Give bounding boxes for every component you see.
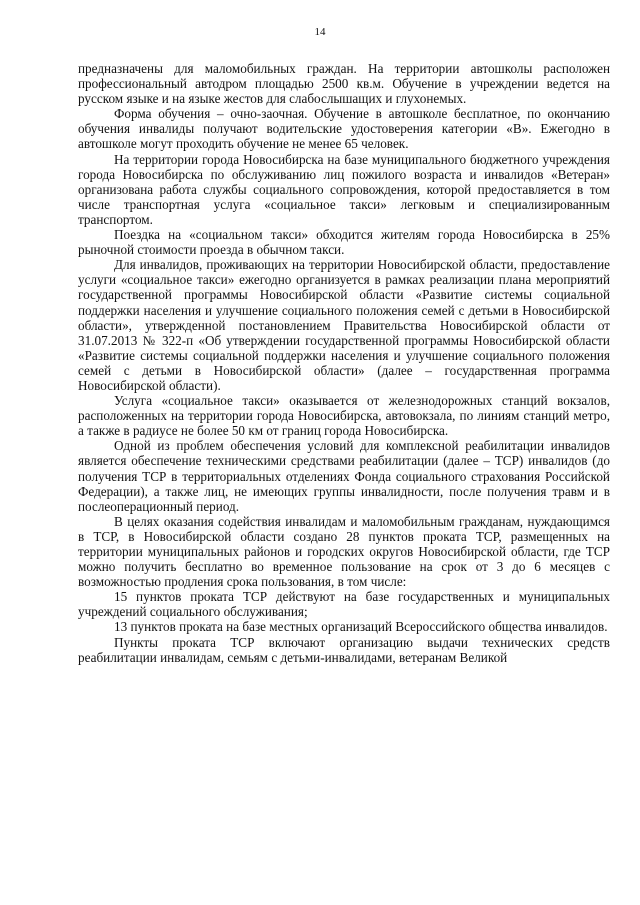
paragraph-state-institutions: 15 пунктов проката ТСР действуют на базе государственных и муниципальных учреждений социального обслуживания; [78, 589, 610, 620]
paragraph-training-form: Форма обучения – очно-заочная. Обучение в автошколе бесплатное, по окончанию обучения инвалиды получают водительские удостоверения категории «В». Ежегодно в автошколе могут проходить обучение не менее 65 человек. [78, 106, 610, 152]
paragraph-local-organizations: 13 пунктов проката на базе местных организаций Всероссийского общества инвалидов. [114, 619, 608, 635]
page-number: 14 [314, 26, 326, 38]
paragraph-taxi-service-area: Услуга «социальное такси» оказывается от железнодорожных станций вокзалов, расположенных на территории города Новосибирска, автовокзала, по линиям станций метро, а также в радиусе не более 50 км от границ города Новосибирска. [78, 393, 610, 439]
paragraph-continuation: предназначены для маломобильных граждан. На территории автошколы расположен профессиональный автодром площадью 2500 кв.м. Обучение в учреждении ведется на русском языке и на языке жестов для слабослышащих и глухонемых. [78, 61, 610, 107]
paragraph-regional-program: Для инвалидов, проживающих на территории Новосибирской области, предоставление услуги «социальное такси» ежегодно организуется в рамках реализации плана мероприятий государственной программы Новосибирской области «Развитие системы социальной поддержки населения и улучшение социального положения семей с детьми в Новосибирской области», утвержденной постановлением Правительства Новосибирской области от 31.07.2013 № 322-п «Об утверждении государственной программы Новосибирской области «Развитие системы социальной поддержки населения и улучшение социального положения семей с детьми в Новосибирской области» (далее – государственная программа Новосибирской области). [78, 257, 610, 393]
paragraph-veteran-service: На территории города Новосибирска на базе муниципального бюджетного учреждения города Новосибирска по обслуживанию лиц пожилого возраста и инвалидов «Ветеран» организована работа службы социального сопровождения, которой предоставляется в том числе транспортная услуга «социальное такси» легковым и специализированным транспортом. [78, 151, 610, 227]
paragraph-rental-points: В целях оказания содействия инвалидам и маломобильным гражданам, нуждающимся в ТСР, в Новосибирской области создано 28 пунктов проката ТСР, размещенных на территории муниципальных районов и городских округов Новосибирской области, где ТСР можно получить бесплатно во временное пользование на срок от 3 до 6 месяцев с возможностью продления срока пользования, в том числе: [78, 513, 610, 590]
paragraph-rental-services: Пункты проката ТСР включают организацию выдачи технических средств реабилитации инвалидам, семьям с детьми-инвалидами, ветеранам Великой [78, 634, 610, 665]
paragraph-taxi-cost: Поездка на «социальном такси» обходится жителям города Новосибирска в 25% рыночной стоимости проезда в обычном такси. [78, 227, 610, 258]
paragraph-rehabilitation-problem: Одной из проблем обеспечения условий для комплексной реабилитации инвалидов является обеспечение техническими средствами реабилитации (далее – ТСР) инвалидов (до получения ТСР в территориальных отделениях Фонда социального страхования Российской Федерации), а также лиц, не имеющих группы инвалидности, после получения травм и в послеоперационный период. [78, 438, 610, 514]
body-text [78, 61, 610, 665]
